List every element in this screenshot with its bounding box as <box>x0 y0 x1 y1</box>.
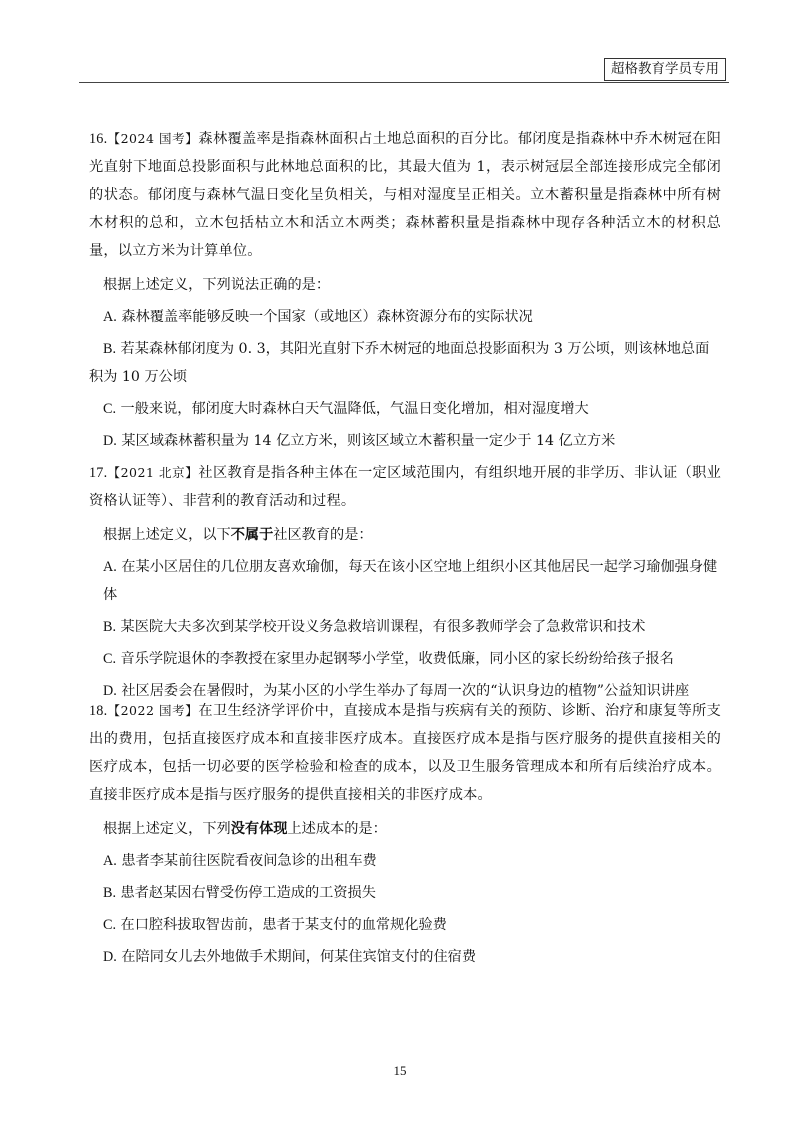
option-c[interactable] <box>103 645 721 673</box>
question-source: 【2022 国考】 <box>107 703 199 718</box>
prompt-text-end: 上述成本的是： <box>287 821 387 837</box>
header-badge: 超格教育学员专用 <box>604 58 726 81</box>
question-prompt <box>103 521 721 549</box>
option-b[interactable] <box>103 613 721 641</box>
question-prompt <box>103 271 721 299</box>
option-label: C. <box>103 651 117 667</box>
option-text: 在某小区居住的几位朋友喜欢瑜伽，每天在该小区空地上组织小区其他居民一起学习瑜伽强身健体 <box>103 559 718 603</box>
question-number: 16. <box>89 131 108 147</box>
option-label: C. <box>103 917 117 933</box>
question-text: 社区教育是指各种主体在一定区域范围内，有组织地开展的非学历、非认证（职业资格认证等）、非营利的教育活动和过程。 <box>89 465 721 509</box>
option-label: A. <box>103 309 117 325</box>
prompt-text: 根据上述定义，下列 <box>103 821 231 837</box>
option-a[interactable] <box>103 553 721 609</box>
option-label: B. <box>103 619 117 635</box>
option-label: D. <box>103 949 117 965</box>
question-text: 在卫生经济学评价中，直接成本是指与疾病有关的预防、诊断、治疗和康复等所支出的费用，包括直接医疗成本和直接非医疗成本。直接医疗成本是指与医疗服务的提供直接相关的医疗成本，包括一切必要的医学检验和检查的成本，以及卫生服务管理成本和所有后续治疗成本。直接非医疗成本是指与医疗服务的提供直接相关的非医疗成本。 <box>89 703 721 803</box>
question-prompt <box>103 815 721 843</box>
option-text: 社区居委会在暑假时，为某小区的小学生举办了每周一次的“认识身边的植物”公益知识讲座 <box>121 683 690 699</box>
option-text: 某区域森林蓄积量为 14 亿立方米，则该区域立木蓄积量一定少于 14 亿立方米 <box>121 433 616 449</box>
option-b[interactable] <box>103 879 721 907</box>
option-c[interactable] <box>103 395 721 423</box>
option-label: A. <box>103 853 117 869</box>
option-label: D. <box>103 433 117 449</box>
prompt-text-end: 社区教育的是： <box>273 527 373 543</box>
option-a[interactable] <box>103 847 721 875</box>
option-b[interactable] <box>89 335 721 391</box>
option-text: 一般来说，郁闭度大时森林白天气温降低，气温日变化增加，相对湿度增大 <box>120 401 589 417</box>
option-text: 在陪同女儿去外地做手术期间，何某住宾馆支付的住宿费 <box>121 949 477 965</box>
option-label: D. <box>103 683 117 699</box>
option-text: 音乐学院退休的李教授在家里办起钢琴小学堂，收费低廉，同小区的家长纷纷给孩子报名 <box>120 651 674 667</box>
option-text: 患者赵某因右臂受伤停工造成的工资损失 <box>120 885 376 901</box>
question-source: 【2021 北京】 <box>107 465 199 480</box>
option-label: B. <box>103 341 117 357</box>
question-stem <box>89 125 721 265</box>
header-divider <box>79 82 729 83</box>
prompt-text: 根据上述定义，以下 <box>103 527 231 543</box>
option-label: C. <box>103 401 117 417</box>
option-d[interactable] <box>103 427 721 455</box>
option-d[interactable] <box>103 943 721 971</box>
option-text: 患者李某前往医院看夜间急诊的出租车费 <box>121 853 377 869</box>
option-text: 在口腔科拔取智齿前，患者于某支付的血常规化验费 <box>120 917 447 933</box>
question-17 <box>89 459 721 705</box>
question-number: 18. <box>89 703 108 719</box>
prompt-emphasis: 没有体现 <box>230 821 288 837</box>
option-label: B. <box>103 885 117 901</box>
option-label: A. <box>103 559 117 575</box>
prompt-text: 根据上述定义，下列说法正确的是： <box>103 277 331 293</box>
question-source: 【2024 国考】 <box>107 131 199 146</box>
option-a[interactable] <box>103 303 721 331</box>
option-text: 森林覆盖率能够反映一个国家（或地区）森林资源分布的实际状况 <box>121 309 533 325</box>
page-number: 15 <box>393 1063 407 1078</box>
option-c[interactable] <box>103 911 721 939</box>
question-text: 森林覆盖率是指森林面积占土地总面积的百分比。郁闭度是指森林中乔木树冠在阳光直射下地面总投影面积与此林地总面积的比，其最大值为 1，表示树冠层全部连接形成完全郁闭的状态。郁闭度与森林气温日变化呈负相关，与相对湿度呈正相关。立木蓄积量是指森林中所有树木材积的总和，立木包括枯立木和活立木两类；森林蓄积量是指森林中现存各种活立木的材积总量，以立方米为计算单位。 <box>89 131 721 259</box>
option-text: 某医院大夫多次到某学校开设义务急救培训课程，有很多教师学会了急救常识和技术 <box>120 619 646 635</box>
question-number: 17. <box>89 465 108 481</box>
question-16 <box>89 125 721 455</box>
option-text: 若某森林郁闭度为 0. 3，其阳光直射下乔木树冠的地面总投影面积为 3 万公顷，则该林地总面积为 10 万公顷 <box>89 341 710 385</box>
question-stem <box>89 697 721 809</box>
question-18 <box>89 697 721 971</box>
question-stem <box>89 459 721 515</box>
prompt-emphasis: 不属于 <box>230 527 274 543</box>
